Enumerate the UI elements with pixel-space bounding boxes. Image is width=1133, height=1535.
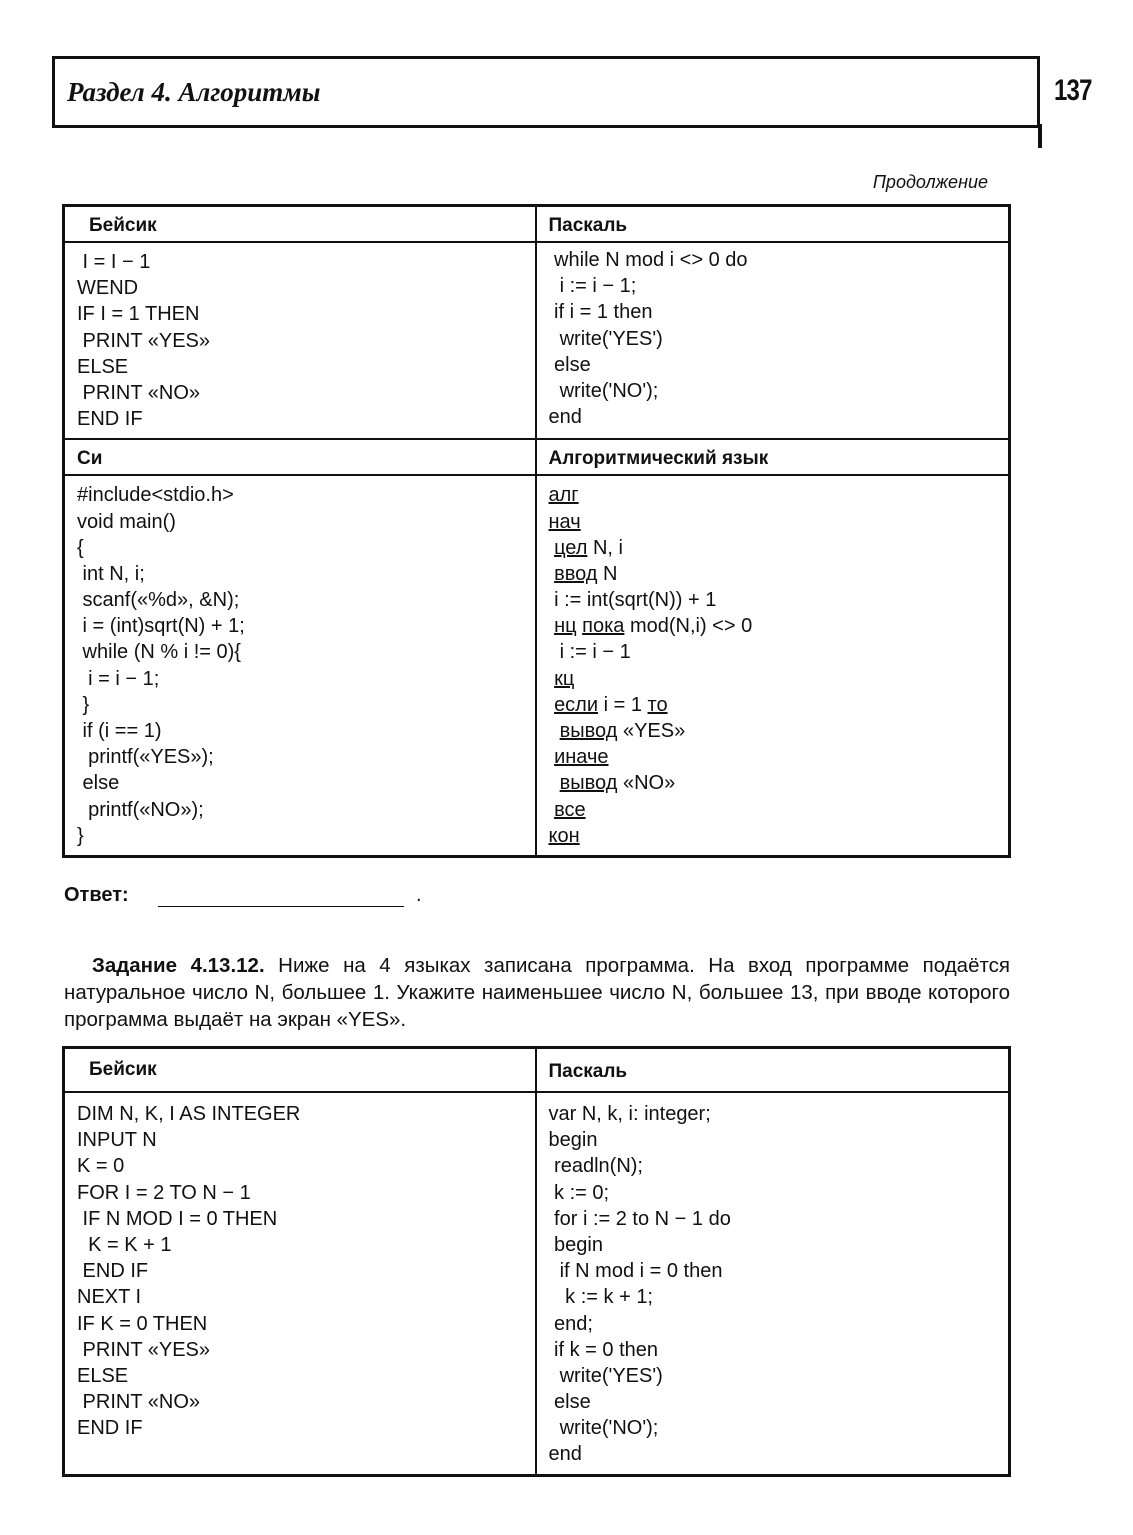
keyword: если [554, 693, 599, 716]
code-line: } [77, 824, 84, 847]
code-text: mod(N,i) <> 0 [624, 615, 753, 638]
basic-header-2: Бейсик [89, 1059, 157, 1080]
keyword: кон [548, 824, 580, 847]
code-line: k := 0; [548, 1181, 610, 1204]
code-line [549, 639, 1009, 665]
code-line: end [548, 406, 582, 429]
code-line [549, 666, 1009, 692]
code-text: N, i [587, 536, 623, 559]
section-header [52, 56, 1040, 128]
keyword: вывод [559, 772, 618, 795]
code-line: ELSE [77, 1364, 129, 1387]
code-line [549, 744, 1009, 770]
basic-code-2 [65, 1093, 535, 1447]
code-line: write('YES') [548, 1364, 663, 1387]
page-number: 137 [1054, 74, 1092, 107]
continuation-label: Продолжение [872, 172, 988, 192]
pascal-code-2 [537, 1093, 1009, 1474]
code-line: } [77, 693, 90, 716]
code-line: DIM N, K, I AS INTEGER [77, 1103, 301, 1125]
code-line [549, 509, 1009, 535]
code-line: begin [548, 1129, 598, 1152]
keyword: иначе [554, 746, 609, 769]
algo-header: Алгоритмический язык [548, 448, 769, 470]
code-line: while (N % i != 0){ [77, 641, 241, 664]
code-line [549, 823, 1009, 849]
code-line: write('NO'); [548, 1417, 659, 1440]
answer-blank[interactable] [158, 906, 404, 907]
code-line: for i := 2 to N − 1 do [548, 1207, 731, 1230]
keyword: все [554, 798, 586, 821]
keyword: алг [548, 484, 579, 507]
algo-code [537, 476, 1009, 855]
code-line: scanf(«%d», &N); [77, 589, 240, 612]
task-number: Задание 4.13.12. [92, 954, 265, 977]
keyword: нц пока [554, 615, 625, 638]
code-line: readln(N); [548, 1155, 643, 1178]
pascal-header: Паскаль [548, 215, 628, 236]
code-line: IF I = 1 THEN [77, 303, 200, 326]
code-line: printf(«NO»); [77, 798, 204, 821]
keyword: кц [554, 667, 575, 690]
code-line: INPUT N [77, 1129, 157, 1152]
code-line: printf(«YES»); [77, 746, 214, 769]
code-line: else [548, 1391, 591, 1414]
code-line: WEND [77, 277, 139, 300]
code-line: if (i == 1) [77, 720, 162, 742]
code-text: i := int(sqrt(N)) + 1 [554, 589, 717, 612]
header-divider [1038, 124, 1042, 148]
code-line [549, 718, 1009, 744]
code-line [549, 535, 1009, 561]
code-line: I = I − 1 [77, 251, 151, 273]
code-line: if k = 0 then [548, 1338, 659, 1361]
code-line: end; [548, 1312, 593, 1335]
code-text: N [597, 562, 618, 585]
code-line: IF N MOD I = 0 THEN [77, 1207, 278, 1230]
keyword: нач [548, 510, 581, 533]
answer-dot: . [416, 884, 422, 906]
code-line [549, 482, 1009, 508]
code-line: i = (int)sqrt(N) + 1; [77, 615, 245, 638]
code-line: i = i − 1; [77, 667, 160, 690]
code-text: i := i − 1 [559, 641, 631, 664]
code-line: begin [548, 1233, 603, 1256]
code-text: «NO» [617, 772, 676, 795]
code-line: end [548, 1443, 582, 1466]
task-text: Ниже на 4 языках записана программа. На вход программе подаётся натуральное число N, большее 1. Укажите наименьшее число N, большее 13, при вводе которого программа выдаёт на экран «YES». [64, 954, 1010, 1031]
code-line: if N mod i = 0 then [548, 1260, 723, 1283]
code-line: else [77, 772, 120, 795]
task-statement [64, 952, 1010, 1033]
code-line [549, 770, 1009, 796]
code-line: FOR I = 2 TO N − 1 [77, 1181, 251, 1204]
code-line: PRINT «YES» [77, 329, 211, 352]
code-line: PRINT «NO» [77, 1391, 200, 1414]
code-text: i = 1 [598, 693, 648, 716]
code-line: { [77, 536, 84, 559]
code-line: i := i − 1; [548, 275, 637, 298]
code-table-1 [62, 204, 1011, 858]
code-line: PRINT «NO» [77, 381, 200, 404]
code-line: write('NO'); [548, 379, 659, 402]
code-line: END IF [77, 408, 143, 431]
code-line: else [548, 353, 591, 376]
code-line: write('YES') [548, 327, 663, 350]
code-line: while N mod i <> 0 do [548, 249, 748, 271]
code-line [549, 587, 1009, 613]
keyword: вывод [559, 720, 618, 742]
code-line: END IF [77, 1417, 143, 1440]
code-text: «YES» [617, 720, 686, 742]
code-line: void main() [77, 510, 176, 533]
code-line: ELSE [77, 355, 129, 378]
answer-label: Ответ: [64, 884, 129, 906]
code-line: K = K + 1 [77, 1233, 172, 1256]
code-table-2 [62, 1046, 1011, 1477]
section-title: Раздел 4. Алгоритмы [67, 77, 321, 107]
code-line: #include<stdio.h> [77, 484, 234, 507]
code-line [549, 613, 1009, 639]
c-code [65, 476, 535, 855]
c-header: Си [77, 448, 103, 470]
code-line: if i = 1 then [548, 301, 653, 324]
basic-header: Бейсик [89, 215, 157, 236]
pascal-code [537, 243, 1009, 436]
code-line: IF K = 0 THEN [77, 1312, 208, 1335]
code-line: END IF [77, 1260, 149, 1283]
code-line: NEXT I [77, 1286, 142, 1309]
pascal-header-2: Паскаль [548, 1061, 628, 1082]
code-line: k := k + 1; [548, 1286, 653, 1309]
code-line: PRINT «YES» [77, 1338, 211, 1361]
code-line: var N, k, i: integer; [548, 1103, 711, 1125]
keyword: то [647, 693, 668, 716]
code-line [549, 797, 1009, 823]
keyword: ввод [554, 562, 598, 585]
basic-code [65, 243, 535, 438]
code-line [549, 561, 1009, 587]
code-line: int N, i; [77, 562, 145, 585]
code-line [549, 692, 1009, 718]
code-line: K = 0 [77, 1155, 125, 1178]
keyword: цел [554, 536, 588, 559]
